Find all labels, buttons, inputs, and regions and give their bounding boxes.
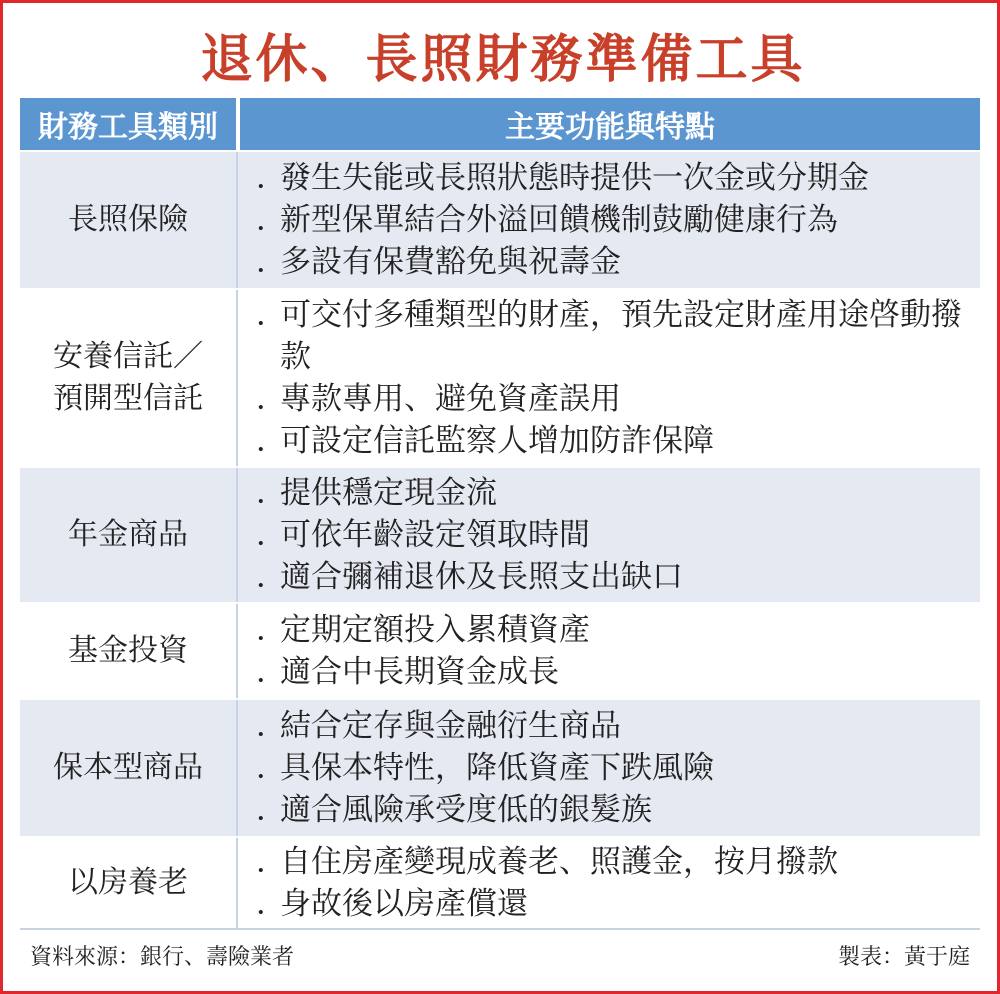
- bullet: ．: [256, 792, 287, 828]
- bullet: ．: [256, 517, 287, 553]
- feature-text: 專款專用、避免資產誤用: [280, 381, 621, 417]
- category-label: 長照保險: [68, 202, 188, 237]
- column-divider: [236, 152, 238, 288]
- column-header-category: 財務工具類別: [20, 98, 236, 150]
- bullet: ．: [256, 654, 287, 690]
- features-cell: [256, 838, 972, 928]
- feature-text: 定期定額投入累積資產: [280, 612, 590, 648]
- category-label: 年金商品: [68, 517, 188, 552]
- bullet: ．: [256, 750, 287, 786]
- category-cell: [20, 468, 236, 602]
- feature-item: [256, 556, 972, 598]
- column-divider: [236, 604, 238, 698]
- feature-text: 可設定信託監察人增加防詐保障: [280, 423, 714, 459]
- bullet: ．: [256, 886, 287, 922]
- table-row: [20, 290, 980, 466]
- bullet: ．: [256, 160, 287, 196]
- footer: [20, 928, 980, 980]
- category-cell: [20, 700, 236, 836]
- category-cell: [20, 604, 236, 698]
- features-cell: [256, 152, 972, 288]
- bullet: ．: [256, 612, 287, 648]
- category-label: 基金投資: [68, 633, 188, 668]
- feature-text: 新型保單結合外溢回饋機制鼓勵健康行為: [280, 202, 838, 238]
- feature-item: [256, 841, 972, 883]
- table-row: [20, 604, 980, 698]
- feature-text: 多設有保費豁免與祝壽金: [280, 244, 621, 280]
- feature-text: 具保本特性，降低資產下跌風險: [280, 750, 714, 786]
- feature-item: [256, 378, 972, 420]
- column-divider: [236, 290, 238, 466]
- column-divider: [236, 468, 238, 602]
- features-cell: [256, 700, 972, 836]
- feature-item: [256, 294, 972, 378]
- feature-item: [256, 472, 972, 514]
- bullet: ．: [256, 559, 287, 595]
- features-cell: [256, 290, 972, 466]
- bullet: ．: [256, 475, 287, 511]
- feature-item: [256, 789, 972, 831]
- column-divider: [236, 700, 238, 836]
- category-cell: [20, 152, 236, 288]
- bullet: ．: [256, 202, 287, 238]
- feature-text: 可交付多種類型的財產，預先設定財產用途啓動撥款: [280, 297, 962, 375]
- feature-item: [256, 157, 972, 199]
- feature-item: [256, 883, 972, 925]
- category-cell: [20, 290, 236, 466]
- category-label: 安養信託／: [53, 339, 203, 374]
- features-cell: [256, 604, 972, 698]
- feature-text: 可依年齡設定領取時間: [280, 517, 590, 553]
- feature-text: 適合風險承受度低的銀髮族: [280, 792, 652, 828]
- feature-item: [256, 514, 972, 556]
- table-row: [20, 152, 980, 288]
- column-header-features: 主要功能與特點: [240, 98, 980, 150]
- feature-text: 自住房產變現成養老、照護金，按月撥款: [280, 844, 838, 880]
- feature-text: 發生失能或長照狀態時提供一次金或分期金: [280, 160, 869, 196]
- bullet: ．: [256, 297, 287, 333]
- feature-item: [256, 241, 972, 283]
- feature-item: [256, 609, 972, 651]
- feature-item: [256, 199, 972, 241]
- bullet: ．: [256, 708, 287, 744]
- feature-text: 身故後以房產償還: [280, 886, 528, 922]
- table-row: [20, 700, 980, 836]
- table-row: [20, 838, 980, 928]
- column-divider: [236, 838, 238, 928]
- bullet: ．: [256, 844, 287, 880]
- table-row: [20, 468, 980, 602]
- credit-note: 製表：黃于庭: [837, 944, 970, 970]
- feature-text: 適合彌補退休及長照支出缺口: [280, 559, 683, 595]
- category-label: 保本型商品: [53, 750, 203, 785]
- feature-text: 結合定存與金融衍生商品: [280, 708, 621, 744]
- feature-item: [256, 651, 972, 693]
- feature-item: [256, 747, 972, 789]
- bullet: ．: [256, 381, 287, 417]
- feature-item: [256, 705, 972, 747]
- source-note: 資料來源：銀行、壽險業者: [30, 944, 295, 970]
- feature-text: 適合中長期資金成長: [280, 654, 559, 690]
- category-label: 預開型信託: [53, 381, 203, 416]
- features-cell: [256, 468, 972, 602]
- bullet: ．: [256, 244, 287, 280]
- bullet: ．: [256, 423, 287, 459]
- page-title: 退休、長照財務準備工具: [200, 29, 806, 90]
- category-label: 以房養老: [68, 865, 188, 900]
- feature-item: [256, 420, 972, 462]
- feature-text: 提供穩定現金流: [280, 475, 497, 511]
- category-cell: [20, 838, 236, 928]
